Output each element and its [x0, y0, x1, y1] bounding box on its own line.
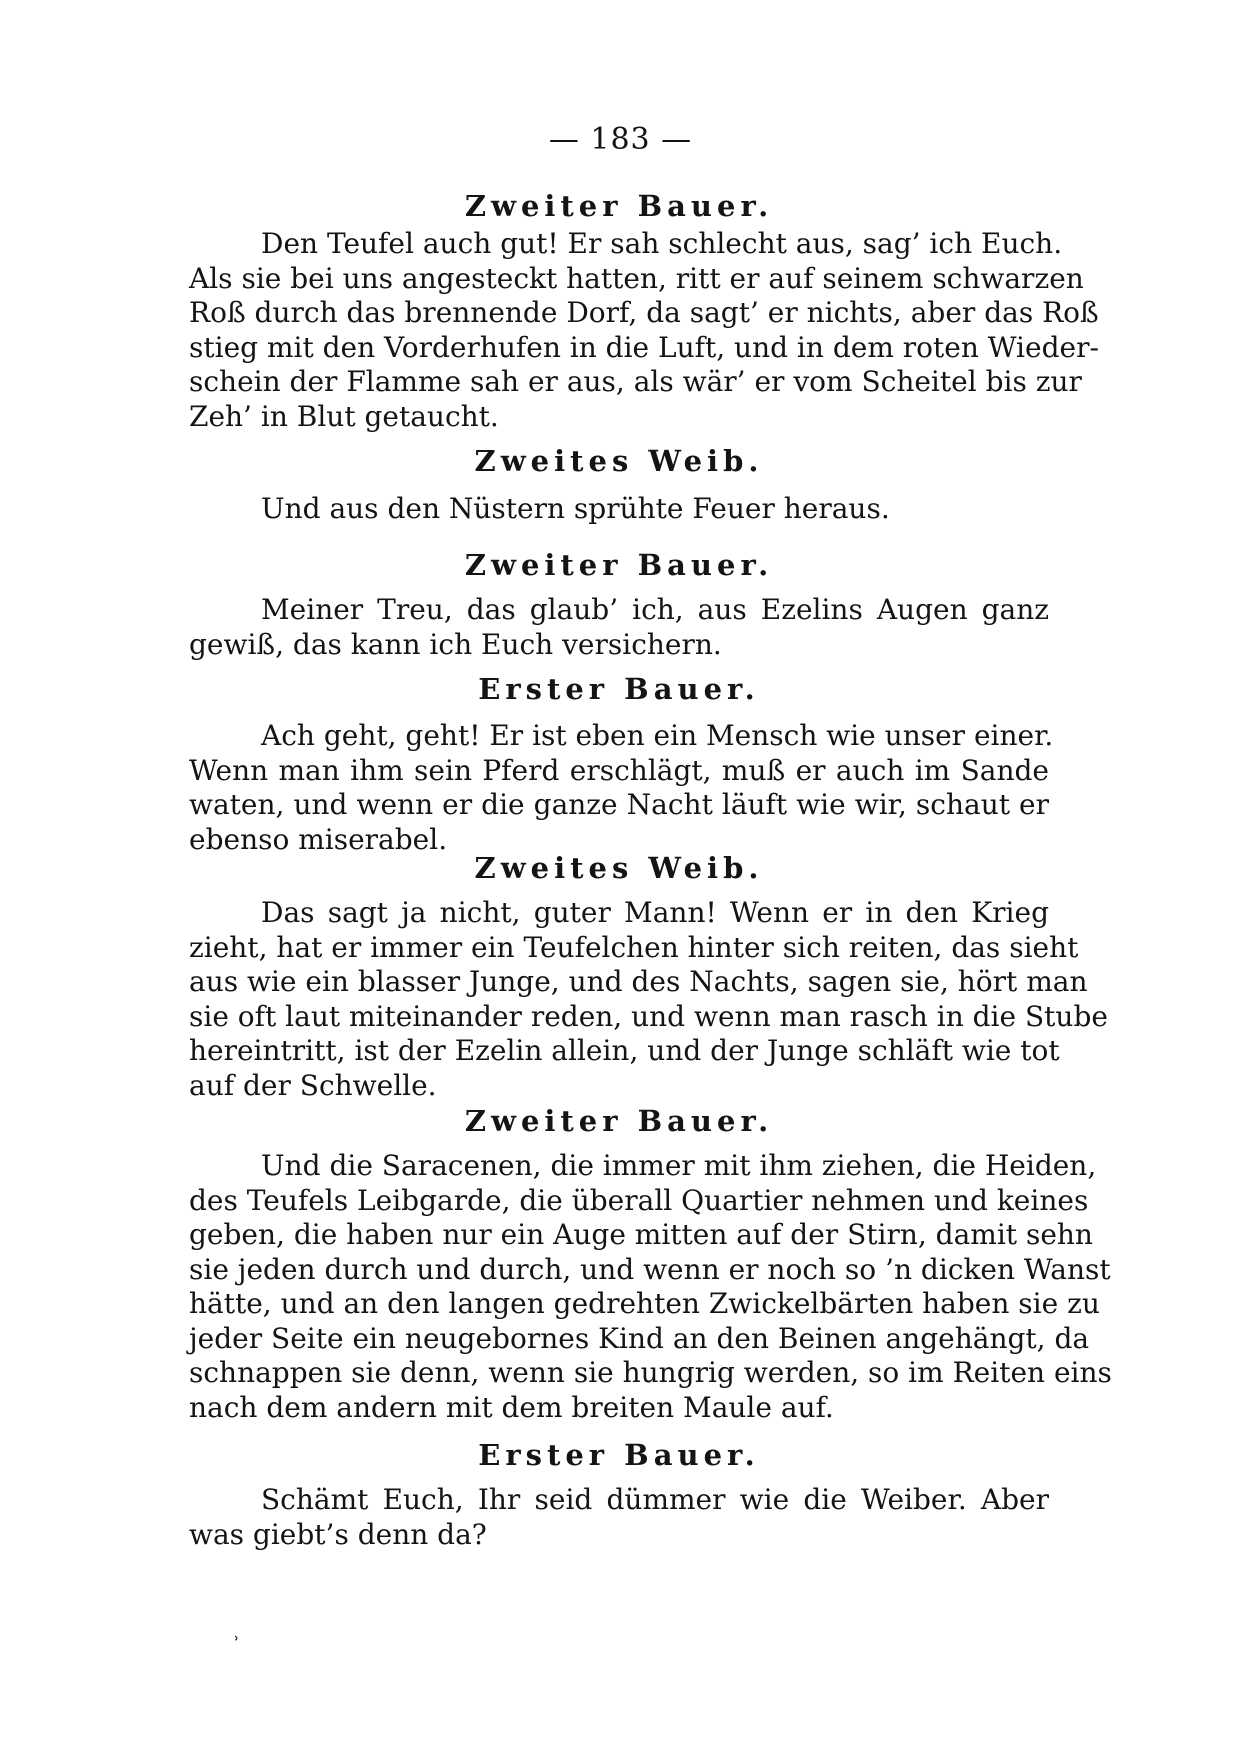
text-line: Wenn man ihm sein Pferd erschlägt, muß er auch im Sande — [189, 753, 1049, 787]
text-line: waten, und wenn er die ganze Nacht läuft wie wir, schaut er — [189, 788, 1049, 821]
speaker-heading: Zweiter Bauer. — [464, 1104, 774, 1138]
text-line: schein der Flamme sah er aus, als wär’ er vom Scheitel bis zur — [189, 365, 1082, 398]
text-line: des Teufels Leibgarde, die überall Quartier nehmen und keines — [189, 1183, 1089, 1217]
text-line: aus wie ein blasser Junge, und des Nachts, sagen sie, hört man — [189, 965, 1088, 998]
text-line: Den Teufel auch gut! Er sah schlecht aus, sag’ ich Euch. — [261, 227, 1063, 260]
text-line: Ach geht, geht! Er ist eben ein Mensch wie unser einer. — [261, 719, 1054, 752]
text-line: ebenso miserabel. — [189, 822, 448, 856]
text-line: Meiner Treu, das glaub’ ich, aus Ezelins Augen ganz — [261, 593, 1049, 626]
text-line: geben, die haben nur ein Auge mitten auf der Stirn, damit sehn — [189, 1218, 1093, 1251]
speaker-heading: Zweites Weib. — [474, 444, 764, 478]
text-line: nach dem andern mit dem breiten Maule auf. — [189, 1390, 834, 1424]
text-line: Und aus den Nüstern sprühte Feuer heraus. — [261, 492, 890, 525]
text-line: Das sagt ja nicht, guter Mann! Wenn er in den Krieg — [261, 896, 1049, 929]
text-line: was giebt’s denn da? — [189, 1517, 487, 1551]
speaker-heading: Zweiter Bauer. — [464, 189, 774, 223]
text-line: auf der Schwelle. — [189, 1068, 437, 1102]
text-line: Und die Saracenen, die immer mit ihm ziehen, die Heiden, — [261, 1149, 1097, 1182]
text-line: Zeh’ in Blut getaucht. — [189, 399, 499, 433]
page-number: — 183 — — [548, 122, 693, 157]
text-line: Schämt Euch, Ihr seid dümmer wie die Weiber. Aber — [261, 1483, 1049, 1516]
text-line: sie jeden durch und durch, und wenn er noch so ’n dicken Wanst — [189, 1252, 1111, 1286]
speech-block — [189, 1149, 1112, 1425]
text-line: gewiß, das kann ich Euch versichern. — [189, 627, 722, 661]
footer-mark: ˒ — [234, 1629, 240, 1650]
speech-block — [189, 1483, 1049, 1552]
speech-block — [189, 593, 1049, 662]
text-line: jeder Seite ein neugebornes Kind an den Beinen angehängt, da — [189, 1321, 1090, 1355]
speaker-heading: Erster Bauer. — [478, 672, 760, 706]
text-line: stieg mit den Vorderhufen in die Luft, und in dem roten Wieder- — [189, 330, 1099, 364]
speaker-heading: Erster Bauer. — [478, 1438, 760, 1472]
text-line: hereintritt, ist der Ezelin allein, und der Junge schläft wie tot — [189, 1034, 1060, 1067]
speech-block — [189, 719, 1054, 857]
text-line: hätte, und an den langen gedrehten Zwickelbärten haben sie zu — [189, 1287, 1100, 1320]
speech-block — [189, 492, 1049, 527]
speaker-heading: Zweites Weib. — [474, 851, 764, 885]
speech-block — [189, 227, 1099, 434]
text-line: Als sie bei uns angesteckt hatten, ritt er auf seinem schwarzen — [189, 261, 1084, 295]
text-line: zieht, hat er immer ein Teufelchen hinter sich reiten, das sieht — [189, 930, 1079, 964]
speech-block — [189, 896, 1108, 1103]
text-line: sie oft laut miteinander reden, und wenn man rasch in die Stube — [189, 999, 1108, 1033]
text-line: schnappen sie denn, wenn sie hungrig werden, so im Reiten eins — [189, 1356, 1112, 1389]
speaker-heading: Zweiter Bauer. — [464, 548, 774, 582]
text-line: Roß durch das brennende Dorf, da sagt’ er nichts, aber das Roß — [189, 296, 1099, 329]
